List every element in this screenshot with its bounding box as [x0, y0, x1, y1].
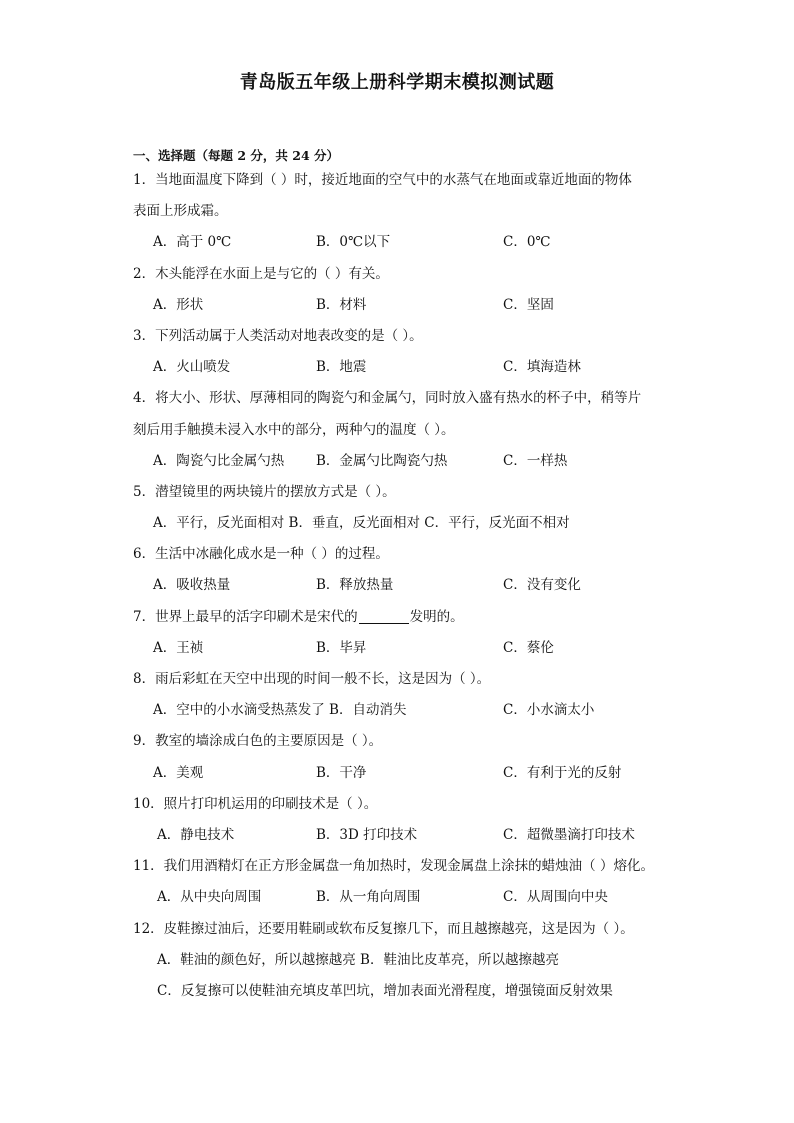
question-4-stem: 4．将大小、形状、厚薄相同的陶瓷勺和金属勺，同时放入盛有热水的杯子中，稍等片 — [133, 390, 642, 407]
option-b: B．材料 — [316, 296, 367, 313]
option-ab: A．空中的小水滴受热蒸发了 B．自动消失 — [153, 702, 407, 719]
option-a: A．陶瓷勺比金属勺热 — [153, 452, 285, 469]
option-c: C．坚固 — [503, 296, 554, 313]
question-5-options: A．平行，反光面相对 B．垂直，反光面相对 C．平行，反光面不相对 — [153, 515, 570, 532]
option-a: A．高于 0℃ — [153, 234, 232, 251]
option-a: A．美观 — [153, 764, 204, 781]
option-b: B．释放热量 — [316, 577, 394, 594]
question-11-options — [133, 885, 693, 916]
question-list — [133, 168, 693, 1010]
option-c: C．有利于光的反射 — [503, 764, 622, 781]
question-2-stem: 2．木头能浮在水面上是与它的（ ）有关。 — [133, 265, 389, 282]
question-5-stem: 5．潜望镜里的两块镜片的摆放方式是（ ）。 — [133, 483, 396, 500]
option-b: B．从一角向周围 — [316, 889, 421, 906]
question-2-options — [133, 293, 693, 324]
question-6-options — [133, 573, 693, 604]
question-9-stem: 9．教室的墙涂成白色的主要原因是（ ）。 — [133, 733, 383, 750]
option-b: B．0℃以下 — [316, 234, 391, 251]
option-b: B．金属勺比陶瓷勺热 — [316, 452, 448, 469]
question-12-option-c: C．反复擦可以使鞋油充填皮革凹坑，增加表面光滑程度，增强镜面反射效果 — [157, 982, 613, 999]
question-12-stem: 12．皮鞋擦过油后，还要用鞋刷或软布反复擦几下，而且越擦越亮，这是因为（ ）。 — [133, 920, 634, 937]
question-8-options — [133, 698, 693, 729]
answer-blank — [359, 609, 409, 624]
page-title: 青岛版五年级上册科学期末模拟测试题 — [239, 72, 555, 93]
question-8-stem: 8．雨后彩虹在天空中出现的时间一般不长，这是因为（ ）。 — [133, 671, 491, 687]
question-9-options — [133, 761, 693, 792]
option-c: C．小水滴太小 — [503, 702, 595, 719]
option-b: B．干净 — [316, 764, 367, 781]
question-4-options — [133, 449, 693, 480]
question-3-options — [133, 355, 693, 386]
question-1-options — [133, 230, 693, 261]
option-c: C．填海造林 — [503, 359, 581, 376]
question-7-options — [133, 636, 693, 667]
question-7-stem-post: 发明的。 — [409, 608, 464, 625]
question-11-stem: 11．我们用酒精灯在正方形金属盘一角加热时，发现金属盘上涂抹的蜡烛油（ ）熔化。 — [133, 858, 654, 875]
option-c: C．没有变化 — [503, 577, 581, 594]
question-6-stem: 6．生活中冰融化成水是一种（ ）的过程。 — [133, 546, 389, 563]
option-a: A．静电技术 — [157, 826, 235, 843]
option-a: A．从中央向周围 — [157, 889, 262, 906]
section-heading: 一、选择题（每题 2 分，共 24 分） — [133, 148, 340, 163]
question-1-stem-cont: 表面上形成霜。 — [133, 203, 228, 220]
option-c: C．0℃ — [503, 234, 551, 251]
option-a: A．王祯 — [153, 639, 204, 656]
option-c: C．一样热 — [503, 452, 568, 469]
question-7-stem — [133, 605, 693, 636]
option-c: C．蔡伦 — [503, 639, 554, 656]
question-7-stem-pre: 7．世界上最早的活字印刷术是宋代的 — [133, 608, 358, 625]
option-a: A．火山喷发 — [153, 359, 231, 376]
option-b: B．3D 打印技术 — [316, 826, 418, 843]
option-b: B．地震 — [316, 359, 367, 376]
option-a: A．形状 — [153, 296, 204, 313]
question-3-stem: 3．下列活动属于人类活动对地表改变的是（ ）。 — [133, 327, 423, 344]
question-1-stem: 1．当地面温度下降到（ ）时，接近地面的空气中的水蒸气在地面或靠近地面的物体 — [133, 172, 632, 188]
option-c: C．从周围向中央 — [503, 889, 608, 906]
option-b: B．毕昇 — [316, 639, 367, 656]
option-c: C．超微墨滴打印技术 — [503, 826, 635, 843]
question-12-options-ab: A．鞋油的颜色好，所以越擦越亮 B．鞋油比皮革亮，所以越擦越亮 — [157, 951, 559, 968]
question-10-options — [133, 823, 693, 854]
option-a: A．吸收热量 — [153, 577, 231, 594]
question-4-stem-cont: 刻后用手触摸未浸入水中的部分，两种勺的温度（ ）。 — [133, 421, 455, 438]
question-10-stem: 10．照片打印机运用的印刷技术是（ ）。 — [133, 795, 378, 812]
